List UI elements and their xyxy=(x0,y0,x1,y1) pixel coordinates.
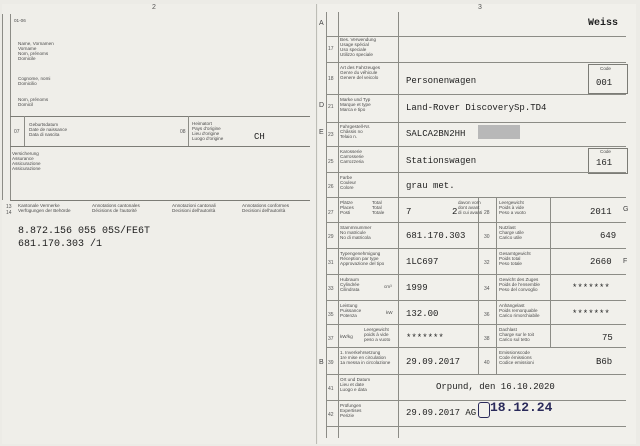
row-number-35: 35 xyxy=(328,312,334,318)
power-unit: kW xyxy=(386,310,393,315)
side-letter-f: F xyxy=(623,258,628,265)
label-cantonal: Annotations cantonales Décisions de l'autorité xyxy=(92,203,140,213)
row-number-36: 36 xyxy=(484,312,490,318)
make-value: Land-Rover DiscoverySp.TD4 xyxy=(406,103,547,113)
label-birth: Geburtsdatum Date de naissance Data di nascita xyxy=(29,122,68,137)
homologation-value: 681.170.303 xyxy=(406,231,466,241)
row-number-32: 32 xyxy=(484,260,490,266)
field-number-08: 08 xyxy=(180,129,186,135)
row-number-25: 25 xyxy=(328,159,334,165)
type-code-value: 001 xyxy=(596,78,613,88)
origin-value: CH xyxy=(254,132,265,142)
divider-insurance-top xyxy=(10,146,310,147)
label-total-weight: Gesamtgewicht Poids total Peso totale xyxy=(499,251,531,266)
page-number-left: 2 xyxy=(152,4,156,11)
row-line xyxy=(478,347,479,374)
payload-value: 649 xyxy=(600,231,617,241)
label-inspection: Prüfungen Expertises Perizie xyxy=(340,403,362,418)
left-side-column xyxy=(10,14,11,200)
row-number-42: 42 xyxy=(328,412,334,418)
body-value: Stationswagen xyxy=(406,156,477,166)
label-make: Marke und Typ Marque et type Marca e tipo xyxy=(340,97,371,112)
label-emission: Emissionscode Code émissions Codice emissioni xyxy=(499,350,534,365)
row-line xyxy=(326,197,626,198)
label-train-weight: Gewicht des Zuges Poids de l'ensemble Peso del convoglio xyxy=(499,277,540,292)
row-number-37: 37 xyxy=(328,336,334,342)
row-number-41: 41 xyxy=(328,386,334,392)
label-power: Leistung Puissance Potenza xyxy=(340,303,362,318)
approval-value: 1LC697 xyxy=(406,257,439,267)
row-line xyxy=(326,172,626,173)
trailer-value: ******* xyxy=(572,309,610,319)
label-cantonali: Annotazioni cantonali Decisioni dell'autorità xyxy=(172,203,216,213)
row-number-28: 28 xyxy=(484,210,490,216)
row-line xyxy=(326,122,626,123)
label-vin: Fahrgestell-Nr. Châssis no Telaio n. xyxy=(340,124,371,139)
label-type: Art des Fahrzeuges Genre du véhicule Genere del veicolo xyxy=(340,65,381,80)
label-name: Name, Vornamen Vorname Nom, prénoms Domicile xyxy=(18,41,54,61)
side-letter-d: D xyxy=(319,102,325,109)
row-line xyxy=(326,222,626,223)
row-line xyxy=(326,374,626,375)
label-address: Nom, prénoms Domicil xyxy=(18,97,49,107)
side-letter-g: G xyxy=(623,206,629,213)
inspection-value: 29.09.2017 AG xyxy=(406,408,477,418)
row-number-31: 31 xyxy=(328,260,334,266)
row-number-40: 40 xyxy=(484,360,490,366)
row-number-39: 39 xyxy=(328,360,334,366)
row-line xyxy=(326,400,626,401)
label-trailer: Anhängelast Poids remorquable Carico rimorchiabile xyxy=(499,303,540,318)
label-roof: Dachlast Charge sur le toit Carico sul tetto xyxy=(499,327,534,342)
inspection-stamp-date: 18.12.24 xyxy=(490,400,553,415)
field-number-13: 13 xyxy=(6,204,12,210)
seats-front-value: 2 xyxy=(452,207,458,217)
left-border xyxy=(2,14,3,200)
stamp-icon xyxy=(478,402,490,418)
row-number-34: 34 xyxy=(484,286,490,292)
label-ratio-empty: Leergewicht poids à vide peso a vuoto xyxy=(364,327,391,342)
label-approval: Typengenehmigung Réception par type Approvazione del tipo xyxy=(340,251,385,266)
color-top-value: Weiss xyxy=(588,18,619,29)
page-number-right: 3 xyxy=(478,4,482,11)
label-conforme: Annotations conformes Decisioni dell'autorità xyxy=(242,203,289,213)
row-number-26: 26 xyxy=(328,184,334,190)
row-line xyxy=(326,300,626,301)
displacement-unit: cm³ xyxy=(384,284,392,289)
label-body-code: Code xyxy=(600,149,611,154)
label-body: Karosserie Carrosserie Carrozzeria xyxy=(340,149,364,164)
side-letter-b: B xyxy=(319,359,324,366)
emission-value: B6b xyxy=(596,357,613,367)
row-number-27: 27 xyxy=(328,210,334,216)
row-line xyxy=(326,62,626,63)
label-weight-empty: Leergewicht Poids à vide Peso a vuoto xyxy=(499,200,526,215)
body-code-value: 161 xyxy=(596,158,613,168)
label-usage: Bes. Verwendung Usage spécial Uso speciale Utilizzo speciale xyxy=(340,37,377,57)
label-name-code: 01-06 xyxy=(14,18,26,23)
vin-value: SALCA2BN2HH xyxy=(406,129,466,139)
row-number-21: 21 xyxy=(328,104,334,110)
row-line xyxy=(326,94,626,95)
vin-redaction xyxy=(478,125,520,139)
row-number-33: 33 xyxy=(328,286,334,292)
divider-birth-top xyxy=(10,116,310,117)
label-ratio: kW/kg xyxy=(340,334,353,339)
row-line xyxy=(326,146,626,147)
displacement-value: 1999 xyxy=(406,283,428,293)
roof-value: 75 xyxy=(602,333,613,343)
annotation-line-1: 8.872.156 055 05S/FE6T xyxy=(18,226,151,237)
birth-col-divider xyxy=(24,116,25,146)
label-origin: Heimatort Pays d'origine Lieu d'origine Luogo d'origine xyxy=(192,121,224,141)
label-color: Farbe Couleur Colore xyxy=(340,175,357,190)
row-number-23: 23 xyxy=(328,132,334,138)
vehicle-type-value: Personenwagen xyxy=(406,76,477,86)
annotation-line-2: 681.170.303 /1 xyxy=(18,239,103,250)
row-line xyxy=(326,274,626,275)
label-place: Ort und Datum Lieu et date Luogo e data xyxy=(340,377,371,392)
row-line xyxy=(326,347,626,348)
label-firm: Cognome, nomi Domicilio xyxy=(18,76,51,86)
side-letter-a: A xyxy=(319,20,324,27)
field-number-07: 07 xyxy=(14,129,20,135)
color-value: grau met. xyxy=(406,181,455,191)
divider-annotations-top xyxy=(10,200,310,201)
first-registration-value: 29.09.2017 xyxy=(406,357,461,367)
ratio-value: ******* xyxy=(406,333,444,343)
row-number-38: 38 xyxy=(484,336,490,342)
total-weight-value: 2660 xyxy=(590,257,612,267)
label-first-registration: 1. Inverkehrsetzung 1re mise en circulation 1a messa in circolazione xyxy=(340,350,391,365)
label-seats-total: Total Total Totale xyxy=(372,200,385,215)
label-seats: Plätze Places Posti xyxy=(340,200,354,215)
label-displacement: Hubraum Cylindrée Cilindrata xyxy=(340,277,360,292)
row-number-29: 29 xyxy=(328,234,334,240)
place-date-value: Orpund, den 16.10.2020 xyxy=(436,382,555,392)
row-line xyxy=(496,347,497,374)
label-homologation: Stammnummer No matricule No di matricola xyxy=(340,225,372,240)
row-line xyxy=(326,248,626,249)
origin-col-divider xyxy=(188,116,189,146)
row-number-18: 18 xyxy=(328,76,334,82)
label-type-code: Code xyxy=(600,66,611,71)
label-seats-front: davon vorn dont avant di cui avanti xyxy=(458,200,483,215)
weight-empty-value: 2011 xyxy=(590,207,612,217)
row-number-30: 30 xyxy=(484,234,490,240)
label-insurance: Versicherung Assurance Assicurazione Assicurazione xyxy=(12,151,41,171)
right-page xyxy=(318,4,636,444)
field-number-14: 14 xyxy=(6,210,12,216)
seats-value: 7 xyxy=(406,207,412,217)
side-letter-e: E xyxy=(319,129,324,136)
label-payload: Nutzlast Charge utile Carico utile xyxy=(499,225,524,240)
left-page xyxy=(2,4,317,444)
row-line xyxy=(326,324,626,325)
label-plate: Kantonale Vermerke Verfügungen der Behörde xyxy=(18,203,71,213)
power-value: 132.00 xyxy=(406,309,439,319)
row-line xyxy=(326,426,626,427)
train-weight-value: ******* xyxy=(572,283,610,293)
row-number-17: 17 xyxy=(328,46,334,52)
